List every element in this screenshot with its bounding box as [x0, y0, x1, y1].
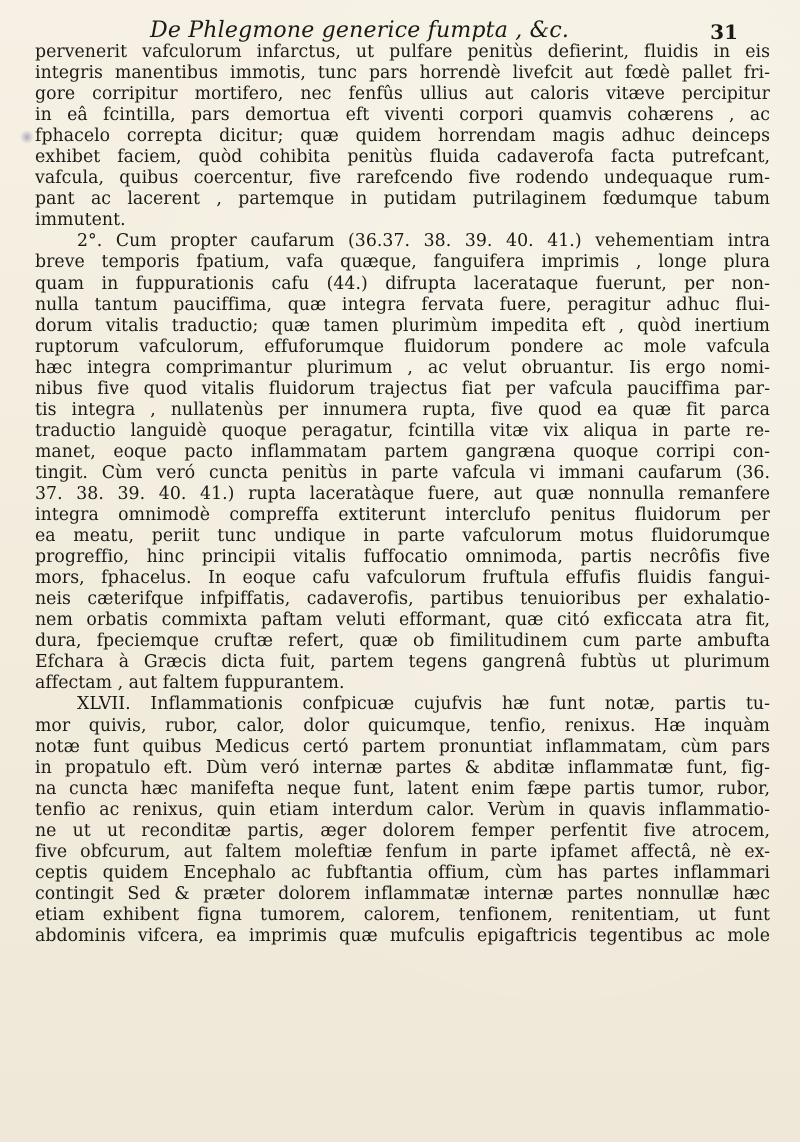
text-line: neis cæterifque infpiffatis, cadaverofis, partibus tenuioribus per exhalatio-	[35, 589, 770, 610]
text-line: immutent.	[35, 210, 126, 231]
page-number: 31	[710, 20, 738, 44]
text-line: ceptis quidem Encephalo ac fubftantia offium, cùm has partes inflammari	[35, 862, 770, 883]
text-line: Efchara à Græcis dicta fuit, partem tegens gangrenâ fubtùs ut plurimum	[35, 652, 770, 673]
text-line: integra omnimodè compreffa extiterunt interclufo penitus fluidorum per	[35, 505, 770, 526]
text-line: fphacelo correpta dicitur; quæ quidem horrendam magis adhuc deinceps	[35, 126, 770, 147]
text-line: abdominis vifcera, ea imprimis quæ mufculis epigaftricis tegentibus ac mole	[35, 925, 770, 946]
text-line: traductio languidè quoque peragatur, fcintilla vitæ vix aliqua in parte re-	[35, 420, 770, 441]
text-line: ea meatu, periit tunc undique in parte vafculorum motus fluidorumque	[35, 526, 770, 547]
text-line: etiam exhibent figna tumorem, calorem, tenfionem, renitentiam, ut funt	[35, 904, 770, 925]
text-line: in eâ fcintilla, pars demortua eft viventi corpori quamvis cohærens , ac	[35, 105, 770, 126]
text-line: na cuncta hæc manifefta neque funt, latent enim fæpe partis tumor, rubor,	[35, 778, 770, 799]
text-line: five obfcurum, aut faltem moleftiæ fenfum in parte ipfamet affectâ, nè ex-	[35, 841, 770, 862]
text-line: pant ac lacerent , partemque in putidam putrilaginem fœdumque tabum	[35, 189, 770, 210]
text-line: affectam , aut faltem fuppurantem.	[35, 673, 345, 694]
text-line: breve temporis fpatium, vafa quæque, fanguifera imprimis , longe plura	[35, 252, 770, 273]
text-line: dorum vitalis traductio; quæ tamen plurimùm impedita eft , quòd inertium	[35, 315, 770, 336]
text-line: dura, fpeciemque cruftæ refert, quæ ob fimilitudinem cum parte ambufta	[35, 631, 770, 652]
text-line: quam in fuppurationis cafu (44.) difrupta lacerataque fuerunt, per non-	[35, 273, 770, 294]
text-line: mors, fphacelus. In eoque cafu vafculorum fruftula effufis fluidis fangui-	[35, 568, 770, 589]
body-text	[35, 42, 770, 947]
text-line: ne ut ut reconditæ partis, æger dolorem femper perfentit five atrocem,	[35, 820, 770, 841]
text-line: notæ funt quibus Medicus certó partem pronuntiat inflammatam, cùm pars	[35, 736, 770, 757]
text-line: nem orbatis commixta paftam veluti efformant, quæ citó exficcata atra fit,	[35, 610, 770, 631]
text-line: vafcula, quibus coercentur, five rarefcendo five rodendo undequaque rum-	[35, 168, 770, 189]
text-line: 37. 38. 39. 40. 41.) rupta laceratàque fuere, aut quæ nonnulla remanfere	[35, 483, 770, 504]
ink-stain	[20, 130, 34, 144]
text-line: gore corripitur mortifero, nec fenfûs ullius aut caloris vitæve percipitur	[35, 84, 770, 105]
text-line: exhibet faciem, quòd cohibita penitùs fluida cadaverofa facta putrefcant,	[35, 147, 770, 168]
text-line: in propatulo eft. Dùm veró internæ partes & abditæ inflammatæ funt, fig-	[35, 757, 770, 778]
text-line: integris manentibus immotis, tunc pars horrendè livefcit aut fœdè pallet fri-	[35, 63, 770, 84]
paragraph-start-line: 2°. Cum propter caufarum (36.37. 38. 39. 40. 41.) vehementiam intra	[77, 231, 770, 252]
paragraph-start-line: XLVII. Inflammationis confpicuæ cujufvis hæ funt notæ, partis tu-	[77, 694, 770, 715]
text-line: contingit Sed & præter dolorem inflammatæ internæ partes nonnullæ hæc	[35, 883, 770, 904]
text-line: tis integra , nullatenùs per innumera rupta, five quod ea quæ fit parca	[35, 399, 770, 420]
text-line: tenfio ac renixus, quin etiam interdum calor. Verùm in quavis inflammatio-	[35, 799, 770, 820]
text-line: ruptorum vafculorum, effuforumque fluidorum pondere ac mole vafcula	[35, 336, 770, 357]
running-title: De Phlegmone generice fumpta , &c.	[150, 18, 570, 43]
text-line: progreffio, hinc principii vitalis fuffocatio omnimoda, partis necrôfis five	[35, 547, 770, 568]
text-line: hæc integra comprimantur plurimum , ac velut obruantur. Iis ergo nomi-	[35, 357, 770, 378]
text-line: mor quivis, rubor, calor, dolor quicumque, tenfio, renixus. Hæ inquàm	[35, 715, 770, 736]
text-line: pervenerit vafculorum infarctus, ut pulfare penitùs defierint, fluidis in eis	[35, 42, 770, 62]
text-line: nulla tantum pauciffima, quæ integra fervata fuere, peragitur adhuc flui-	[35, 294, 770, 315]
text-line: nibus five quod vitalis fluidorum trajectus fiat per vafcula pauciffima par-	[35, 378, 770, 399]
text-line: tingit. Cùm veró cuncta penitùs in parte vafcula vi immani caufarum (36.	[35, 462, 770, 483]
text-line: manet, eoque pacto inflammatam partem gangræna quoque corripi con-	[35, 441, 770, 462]
